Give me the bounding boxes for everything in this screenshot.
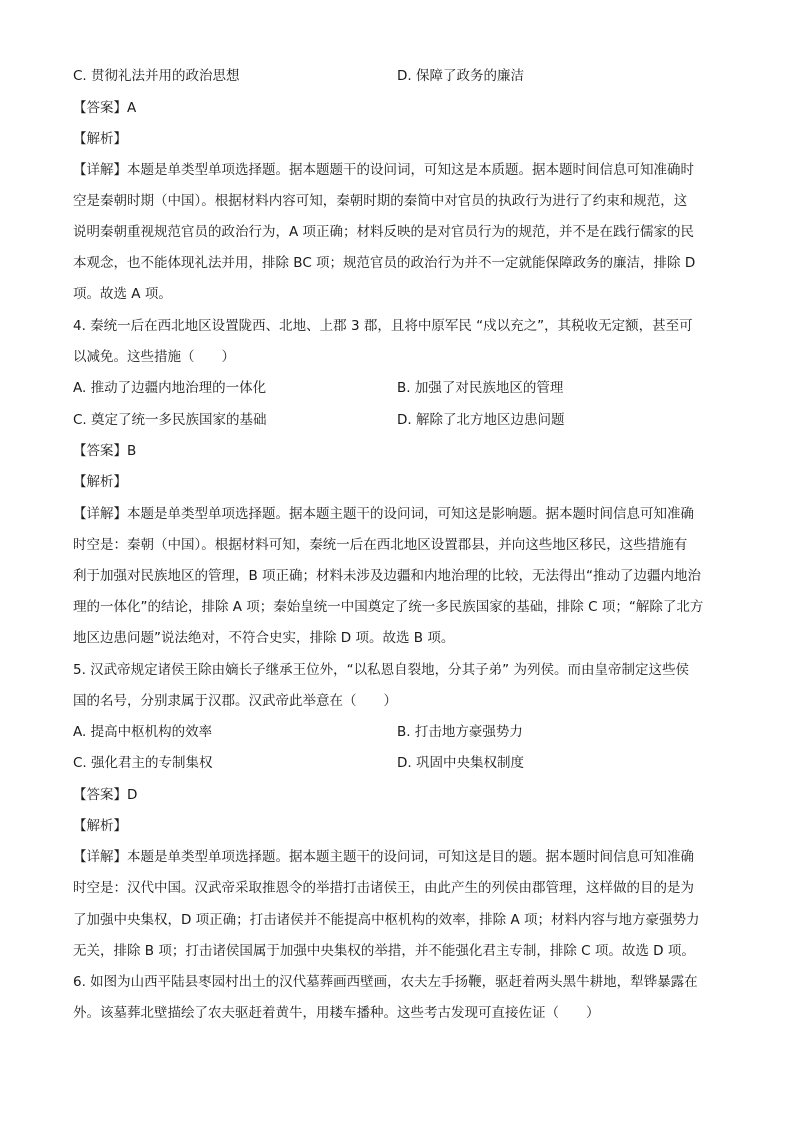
q3-detail-line: 本观念，也不能体现礼法并用，排除 BC 项；规范官员的政治行为并不一定就能保障政务的廉洁，排除 D [73, 255, 696, 271]
q3-analysis-label: 【解析】 [73, 131, 127, 147]
q5-detail-line: 无关，排除 B 项；打击诸侯国属于加强中央集权的举措，并不能强化君主专制，排除 C 项。故选 D 项。 [73, 943, 695, 959]
q4-answer: 【答案】B [73, 443, 137, 459]
q5-analysis-label: 【解析】 [73, 818, 127, 834]
q3-option-c: C. 贯彻礼法并用的政治思想 [73, 68, 240, 84]
q4-detail-line: 【详解】本题是单类型单项选择题。据本题主题干的设问词，可知这是影响题。据本题时间信息可知准确 [73, 506, 694, 522]
q4-option-d: D. 解除了北方地区边患问题 [397, 412, 565, 428]
q5-detail-line: 了加强中央集权，D 项正确；打击诸侯并不能提高中枢机构的效率，排除 A 项；材料内容与地方豪强势力 [73, 912, 700, 928]
q3-detail-line: 空是秦朝时期（中国）。根据材料内容可知，秦朝时期的秦简中对官员的执政行为进行了约束和规范，这 [73, 193, 688, 209]
q5-option-a: A. 提高中枢机构的效率 [73, 724, 213, 740]
q3-detail-line: 【详解】本题是单类型单项选择题。据本题题干的设问词，可知这是本质题。据本题时间信息可知准确时 [73, 162, 694, 178]
q5-detail-line: 时空是：汉代中国。汉武帝采取推恩令的举措打击诸侯王，由此产生的列侯由郡管理，这样做的目的是为 [73, 880, 694, 896]
q6-stem-line: 外。该墓葬北壁描绘了农夫驱赶着黄牛，用耧车播种。这些考古发现可直接佐证（ ） [73, 1005, 600, 1021]
q5-option-d: D. 巩固中央集权制度 [397, 755, 524, 771]
q3-detail-line: 说明秦朝重视规范官员的政治行为，A 项正确；材料反映的是对官员行为的规范，并不是在践行儒家的民 [73, 224, 695, 240]
q3-option-d: D. 保障了政务的廉洁 [397, 68, 524, 84]
q4-detail-line: 理的一体化”的结论，排除 A 项；秦始皇统一中国奠定了统一多民族国家的基础，排除 C 项；“解除了北方 [73, 599, 704, 615]
q3-answer: 【答案】A [73, 100, 137, 116]
q4-detail-line: 地区边患问题”说法绝对，不符合史实，排除 D 项。故选 B 项。 [73, 630, 455, 646]
q5-stem-line: 国的名号，分别隶属于汉郡。汉武帝此举意在（ ） [73, 693, 397, 709]
q4-stem-line: 以减免。这些措施（ ） [73, 349, 235, 365]
q4-option-a: A. 推动了边疆内地治理的一体化 [73, 380, 267, 396]
q5-option-b: B. 打击地方豪强势力 [397, 724, 523, 740]
q5-option-c: C. 强化君主的专制集权 [73, 755, 213, 771]
q4-detail-line: 利于加强对民族地区的管理，B 项正确；材料未涉及边疆和内地治理的比较，无法得出“推动了边疆内地治 [73, 568, 702, 584]
q6-stem-line: 6. 如图为山西平陆县枣园村出土的汉代墓葬画西壁画，农夫左手扬鞭，驱赶着两头黑牛耕地，犁铧暴露在 [73, 974, 698, 990]
q5-detail-line: 【详解】本题是单类型单项选择题。据本题主题干的设问词，可知这是目的题。据本题时间信息可知准确 [73, 849, 694, 865]
q4-option-b: B. 加强了对民族地区的管理 [397, 380, 564, 396]
q5-answer: 【答案】D [73, 787, 138, 803]
q4-stem-line: 4. 秦统一后在西北地区设置陇西、北地、上郡 3 郡，且将中原军民 “戍以充之”，其税收无定额，甚至可 [73, 318, 693, 334]
q4-analysis-label: 【解析】 [73, 474, 127, 490]
q4-detail-line: 时空是：秦朝（中国）。根据材料可知，秦统一后在西北地区设置郡县，并向这些地区移民，这些措施有 [73, 537, 688, 553]
q3-detail-line: 项。故选 A 项。 [73, 286, 172, 302]
q4-option-c: C. 奠定了统一多民族国家的基础 [73, 412, 267, 428]
q5-stem-line: 5. 汉武帝规定诸侯王除由嫡长子继承王位外，“以私恩自裂地，分其子弟” 为列侯。而由皇帝制定这些侯 [73, 662, 689, 678]
